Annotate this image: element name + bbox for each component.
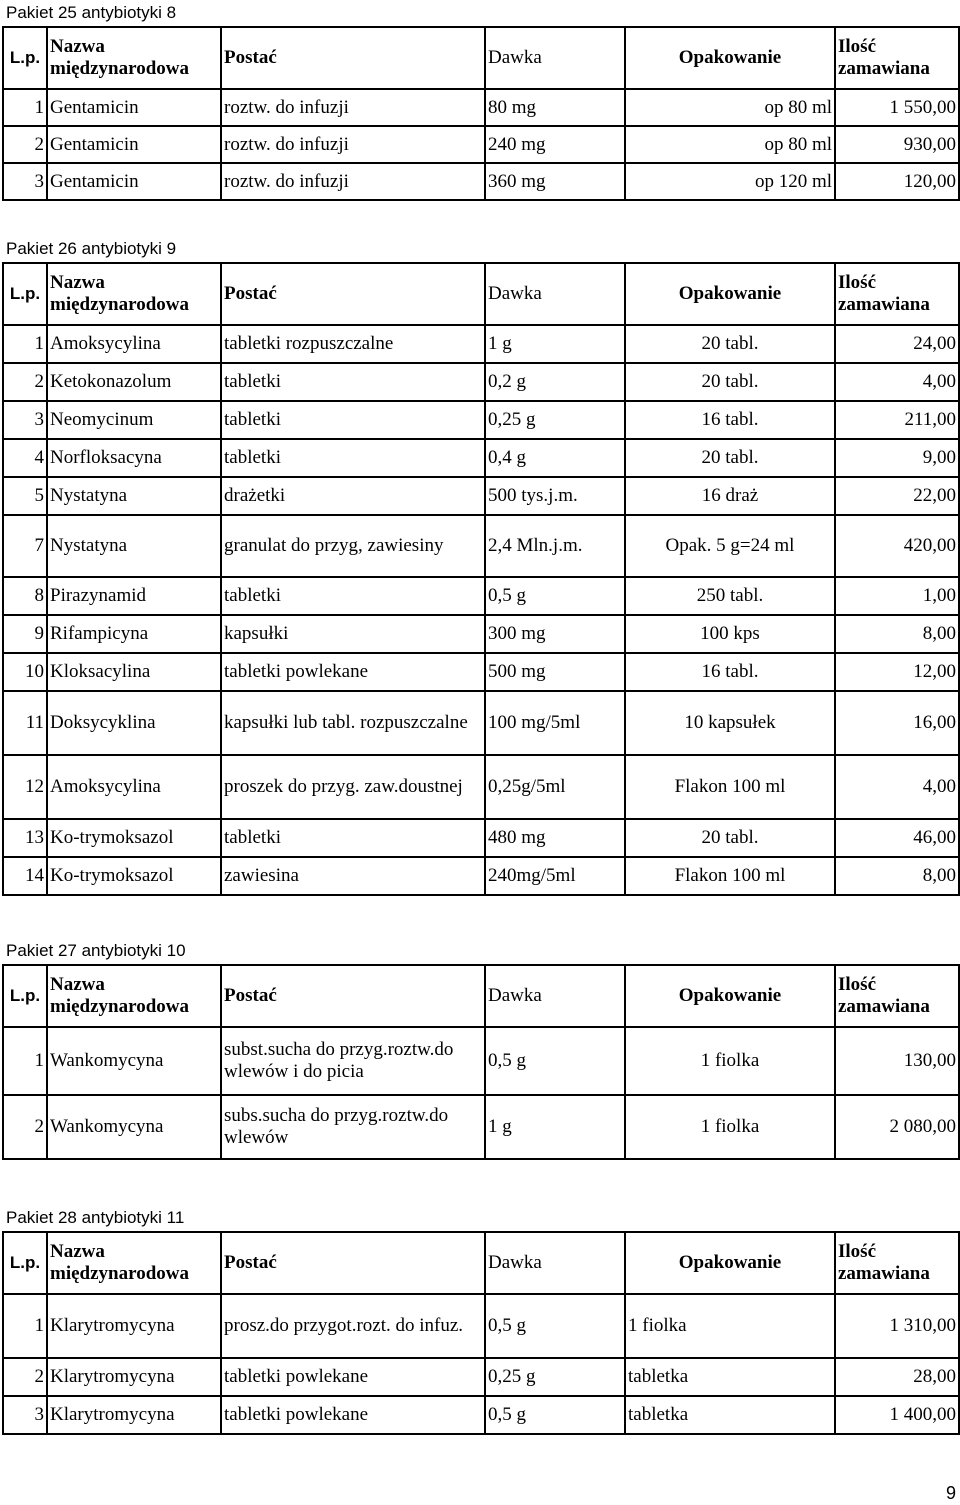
cell-ilosc: 12,00 — [835, 653, 959, 691]
cell-lp: 1 — [3, 325, 47, 363]
cell-nazwa: Pirazynamid — [47, 577, 221, 615]
cell-opakowanie: 20 tabl. — [625, 819, 835, 857]
cell-opakowanie: 1 fiolka — [625, 1027, 835, 1095]
cell-postac: tabletki powlekane — [221, 653, 485, 691]
header-nazwa-line2: międzynarodowa — [50, 996, 189, 1017]
cell-opakowanie: tabletka — [625, 1396, 835, 1434]
cell-dawka: 0,2 g — [485, 363, 625, 401]
cell-opakowanie: Opak. 5 g=24 ml — [625, 515, 835, 577]
header-opakowanie: Opakowanie — [625, 263, 835, 325]
header-dawka: Dawka — [485, 263, 625, 325]
cell-nazwa: Nystatyna — [47, 477, 221, 515]
header-nazwa-line2: międzynarodowa — [50, 58, 189, 79]
cell-nazwa: Norfloksacyna — [47, 439, 221, 477]
cell-ilosc: 9,00 — [835, 439, 959, 477]
cell-nazwa: Rifampicyna — [47, 615, 221, 653]
header-nazwa-line1: Nazwa — [50, 36, 105, 57]
header-opakowanie: Opakowanie — [625, 27, 835, 89]
cell-ilosc: 4,00 — [835, 755, 959, 819]
cell-dawka: 500 mg — [485, 653, 625, 691]
cell-postac: roztw. do infuzji — [221, 163, 485, 200]
cell-lp: 10 — [3, 653, 47, 691]
cell-opakowanie: 1 fiolka — [625, 1294, 835, 1358]
cell-dawka: 480 mg — [485, 819, 625, 857]
cell-nazwa: Ko-trymoksazol — [47, 857, 221, 895]
cell-lp: 1 — [3, 1027, 47, 1095]
cell-nazwa: Klarytromycyna — [47, 1358, 221, 1396]
cell-dawka: 0,5 g — [485, 577, 625, 615]
cell-lp: 4 — [3, 439, 47, 477]
cell-nazwa: Doksycyklina — [47, 691, 221, 755]
header-postac: Postać — [221, 965, 485, 1027]
header-ilosc — [835, 1232, 959, 1294]
cell-lp: 12 — [3, 755, 47, 819]
table-row — [3, 1358, 959, 1396]
cell-ilosc: 2 080,00 — [835, 1095, 959, 1159]
table-row — [3, 363, 959, 401]
cell-dawka: 80 mg — [485, 89, 625, 126]
cell-ilosc: 130,00 — [835, 1027, 959, 1095]
cell-postac: tabletki — [221, 363, 485, 401]
cell-ilosc: 16,00 — [835, 691, 959, 755]
cell-lp: 11 — [3, 691, 47, 755]
table-row — [3, 126, 959, 163]
cell-opakowanie: 20 tabl. — [625, 325, 835, 363]
header-ilosc-line2: zamawiana — [838, 996, 930, 1017]
packet-title: Pakiet 26 antybiotyki 9 — [6, 239, 177, 258]
cell-nazwa: Ko-trymoksazol — [47, 819, 221, 857]
cell-ilosc: 1 550,00 — [835, 89, 959, 126]
packet-28 — [2, 1205, 958, 1435]
cell-postac: tabletki — [221, 819, 485, 857]
cell-ilosc: 1 400,00 — [835, 1396, 959, 1434]
table-row — [3, 89, 959, 126]
cell-ilosc: 8,00 — [835, 857, 959, 895]
header-ilosc — [835, 27, 959, 89]
table-row — [3, 477, 959, 515]
packet-26 — [2, 236, 958, 896]
cell-opakowanie: tabletka — [625, 1358, 835, 1396]
cell-postac: subs.sucha do przyg.roztw.do wlewów — [221, 1095, 485, 1159]
cell-nazwa: Neomycinum — [47, 401, 221, 439]
table-row — [3, 1294, 959, 1358]
cell-ilosc: 24,00 — [835, 325, 959, 363]
cell-lp: 2 — [3, 1095, 47, 1159]
cell-postac: tabletki — [221, 439, 485, 477]
cell-ilosc: 420,00 — [835, 515, 959, 577]
cell-dawka: 1 g — [485, 325, 625, 363]
cell-opakowanie: 16 tabl. — [625, 401, 835, 439]
header-ilosc-line2: zamawiana — [838, 1263, 930, 1284]
header-nazwa-line2: międzynarodowa — [50, 294, 189, 315]
cell-postac: tabletki rozpuszczalne — [221, 325, 485, 363]
cell-lp: 3 — [3, 1396, 47, 1434]
cell-postac: subst.sucha do przyg.roztw.do wlewów i do picia — [221, 1027, 485, 1095]
cell-ilosc: 211,00 — [835, 401, 959, 439]
header-nazwa — [47, 27, 221, 89]
header-nazwa — [47, 263, 221, 325]
cell-lp: 3 — [3, 163, 47, 200]
cell-lp: 7 — [3, 515, 47, 577]
cell-nazwa: Gentamicin — [47, 163, 221, 200]
cell-opakowanie: Flakon 100 ml — [625, 755, 835, 819]
cell-nazwa: Kloksacylina — [47, 653, 221, 691]
header-ilosc-line1: Ilość — [838, 272, 876, 293]
cell-nazwa: Wankomycyna — [47, 1095, 221, 1159]
cell-ilosc: 1,00 — [835, 577, 959, 615]
cell-nazwa: Gentamicin — [47, 89, 221, 126]
cell-dawka: 100 mg/5ml — [485, 691, 625, 755]
header-ilosc-line1: Ilość — [838, 974, 876, 995]
cell-dawka: 240 mg — [485, 126, 625, 163]
cell-lp: 3 — [3, 401, 47, 439]
cell-dawka: 0,4 g — [485, 439, 625, 477]
cell-postac: tabletki — [221, 577, 485, 615]
cell-postac: drażetki — [221, 477, 485, 515]
packet-27 — [2, 938, 958, 1160]
cell-nazwa: Klarytromycyna — [47, 1294, 221, 1358]
header-ilosc — [835, 263, 959, 325]
cell-opakowanie: op 120 ml — [625, 163, 835, 200]
cell-postac: prosz.do przygot.rozt. do infuz. — [221, 1294, 485, 1358]
header-ilosc-line2: zamawiana — [838, 58, 930, 79]
header-lp: L.p. — [3, 27, 47, 89]
cell-opakowanie: 250 tabl. — [625, 577, 835, 615]
page-number: 9 — [945, 1483, 956, 1503]
header-lp: L.p. — [3, 965, 47, 1027]
header-dawka: Dawka — [485, 965, 625, 1027]
cell-ilosc: 120,00 — [835, 163, 959, 200]
table-row — [3, 439, 959, 477]
cell-ilosc: 4,00 — [835, 363, 959, 401]
header-ilosc-line1: Ilość — [838, 36, 876, 57]
cell-dawka: 0,25 g — [485, 401, 625, 439]
cell-lp: 2 — [3, 126, 47, 163]
cell-opakowanie: op 80 ml — [625, 126, 835, 163]
cell-postac: kapsułki lub tabl. rozpuszczalne — [221, 691, 485, 755]
cell-dawka: 2,4 Mln.j.m. — [485, 515, 625, 577]
header-nazwa-line1: Nazwa — [50, 974, 105, 995]
cell-opakowanie: 10 kapsułek — [625, 691, 835, 755]
cell-postac: tabletki — [221, 401, 485, 439]
cell-opakowanie: 20 tabl. — [625, 363, 835, 401]
cell-ilosc: 22,00 — [835, 477, 959, 515]
table-row — [3, 577, 959, 615]
cell-dawka: 0,5 g — [485, 1396, 625, 1434]
header-dawka: Dawka — [485, 1232, 625, 1294]
table-row — [3, 325, 959, 363]
cell-dawka: 360 mg — [485, 163, 625, 200]
header-lp: L.p. — [3, 263, 47, 325]
cell-lp: 14 — [3, 857, 47, 895]
cell-lp: 13 — [3, 819, 47, 857]
cell-lp: 2 — [3, 1358, 47, 1396]
table-row — [3, 857, 959, 895]
cell-dawka: 240mg/5ml — [485, 857, 625, 895]
header-row — [3, 965, 959, 1027]
table-row — [3, 1396, 959, 1434]
cell-ilosc: 8,00 — [835, 615, 959, 653]
cell-nazwa: Klarytromycyna — [47, 1396, 221, 1434]
cell-nazwa: Amoksycylina — [47, 325, 221, 363]
cell-opakowanie: 100 kps — [625, 615, 835, 653]
packet-title: Pakiet 25 antybiotyki 8 — [6, 3, 177, 22]
header-opakowanie: Opakowanie — [625, 965, 835, 1027]
packet-title: Pakiet 28 antybiotyki 11 — [6, 1208, 185, 1227]
cell-ilosc: 1 310,00 — [835, 1294, 959, 1358]
cell-opakowanie: 16 draż — [625, 477, 835, 515]
cell-nazwa: Nystatyna — [47, 515, 221, 577]
cell-ilosc: 28,00 — [835, 1358, 959, 1396]
cell-dawka: 0,5 g — [485, 1027, 625, 1095]
cell-lp: 2 — [3, 363, 47, 401]
header-nazwa-line2: międzynarodowa — [50, 1263, 189, 1284]
table-row — [3, 755, 959, 819]
cell-lp: 5 — [3, 477, 47, 515]
header-ilosc-line1: Ilość — [838, 1241, 876, 1262]
cell-opakowanie: op 80 ml — [625, 89, 835, 126]
header-nazwa — [47, 965, 221, 1027]
table-row — [3, 515, 959, 577]
cell-opakowanie: Flakon 100 ml — [625, 857, 835, 895]
cell-dawka: 1 g — [485, 1095, 625, 1159]
cell-opakowanie: 20 tabl. — [625, 439, 835, 477]
packet-table — [2, 262, 960, 896]
cell-ilosc: 930,00 — [835, 126, 959, 163]
packet-25 — [2, 0, 958, 201]
cell-postac: zawiesina — [221, 857, 485, 895]
table-row — [3, 653, 959, 691]
cell-postac: proszek do przyg. zaw.doustnej — [221, 755, 485, 819]
header-ilosc-line2: zamawiana — [838, 294, 930, 315]
header-nazwa-line1: Nazwa — [50, 272, 105, 293]
table-row — [3, 691, 959, 755]
header-nazwa — [47, 1232, 221, 1294]
cell-lp: 1 — [3, 1294, 47, 1358]
header-postac: Postać — [221, 263, 485, 325]
header-row — [3, 1232, 959, 1294]
cell-postac: roztw. do infuzji — [221, 89, 485, 126]
cell-dawka: 500 tys.j.m. — [485, 477, 625, 515]
cell-postac: tabletki powlekane — [221, 1396, 485, 1434]
cell-lp: 9 — [3, 615, 47, 653]
cell-postac: tabletki powlekane — [221, 1358, 485, 1396]
header-row — [3, 263, 959, 325]
header-row — [3, 27, 959, 89]
cell-dawka: 300 mg — [485, 615, 625, 653]
packet-table — [2, 26, 960, 201]
cell-nazwa: Amoksycylina — [47, 755, 221, 819]
cell-ilosc: 46,00 — [835, 819, 959, 857]
header-postac: Postać — [221, 1232, 485, 1294]
cell-opakowanie: 1 fiolka — [625, 1095, 835, 1159]
header-opakowanie: Opakowanie — [625, 1232, 835, 1294]
cell-postac: roztw. do infuzji — [221, 126, 485, 163]
table-row — [3, 1027, 959, 1095]
table-row — [3, 401, 959, 439]
table-row — [3, 1095, 959, 1159]
table-row — [3, 819, 959, 857]
header-nazwa-line1: Nazwa — [50, 1241, 105, 1262]
cell-dawka: 0,5 g — [485, 1294, 625, 1358]
packet-table — [2, 964, 960, 1160]
cell-dawka: 0,25 g — [485, 1358, 625, 1396]
cell-nazwa: Wankomycyna — [47, 1027, 221, 1095]
cell-postac: granulat do przyg, zawiesiny — [221, 515, 485, 577]
table-row — [3, 163, 959, 200]
header-ilosc — [835, 965, 959, 1027]
cell-lp: 1 — [3, 89, 47, 126]
table-row — [3, 615, 959, 653]
header-postac: Postać — [221, 27, 485, 89]
cell-opakowanie: 16 tabl. — [625, 653, 835, 691]
cell-lp: 8 — [3, 577, 47, 615]
cell-dawka: 0,25g/5ml — [485, 755, 625, 819]
cell-postac: kapsułki — [221, 615, 485, 653]
header-lp: L.p. — [3, 1232, 47, 1294]
cell-nazwa: Ketokonazolum — [47, 363, 221, 401]
header-dawka: Dawka — [485, 27, 625, 89]
packet-title: Pakiet 27 antybiotyki 10 — [6, 941, 186, 960]
cell-nazwa: Gentamicin — [47, 126, 221, 163]
packet-table — [2, 1231, 960, 1435]
